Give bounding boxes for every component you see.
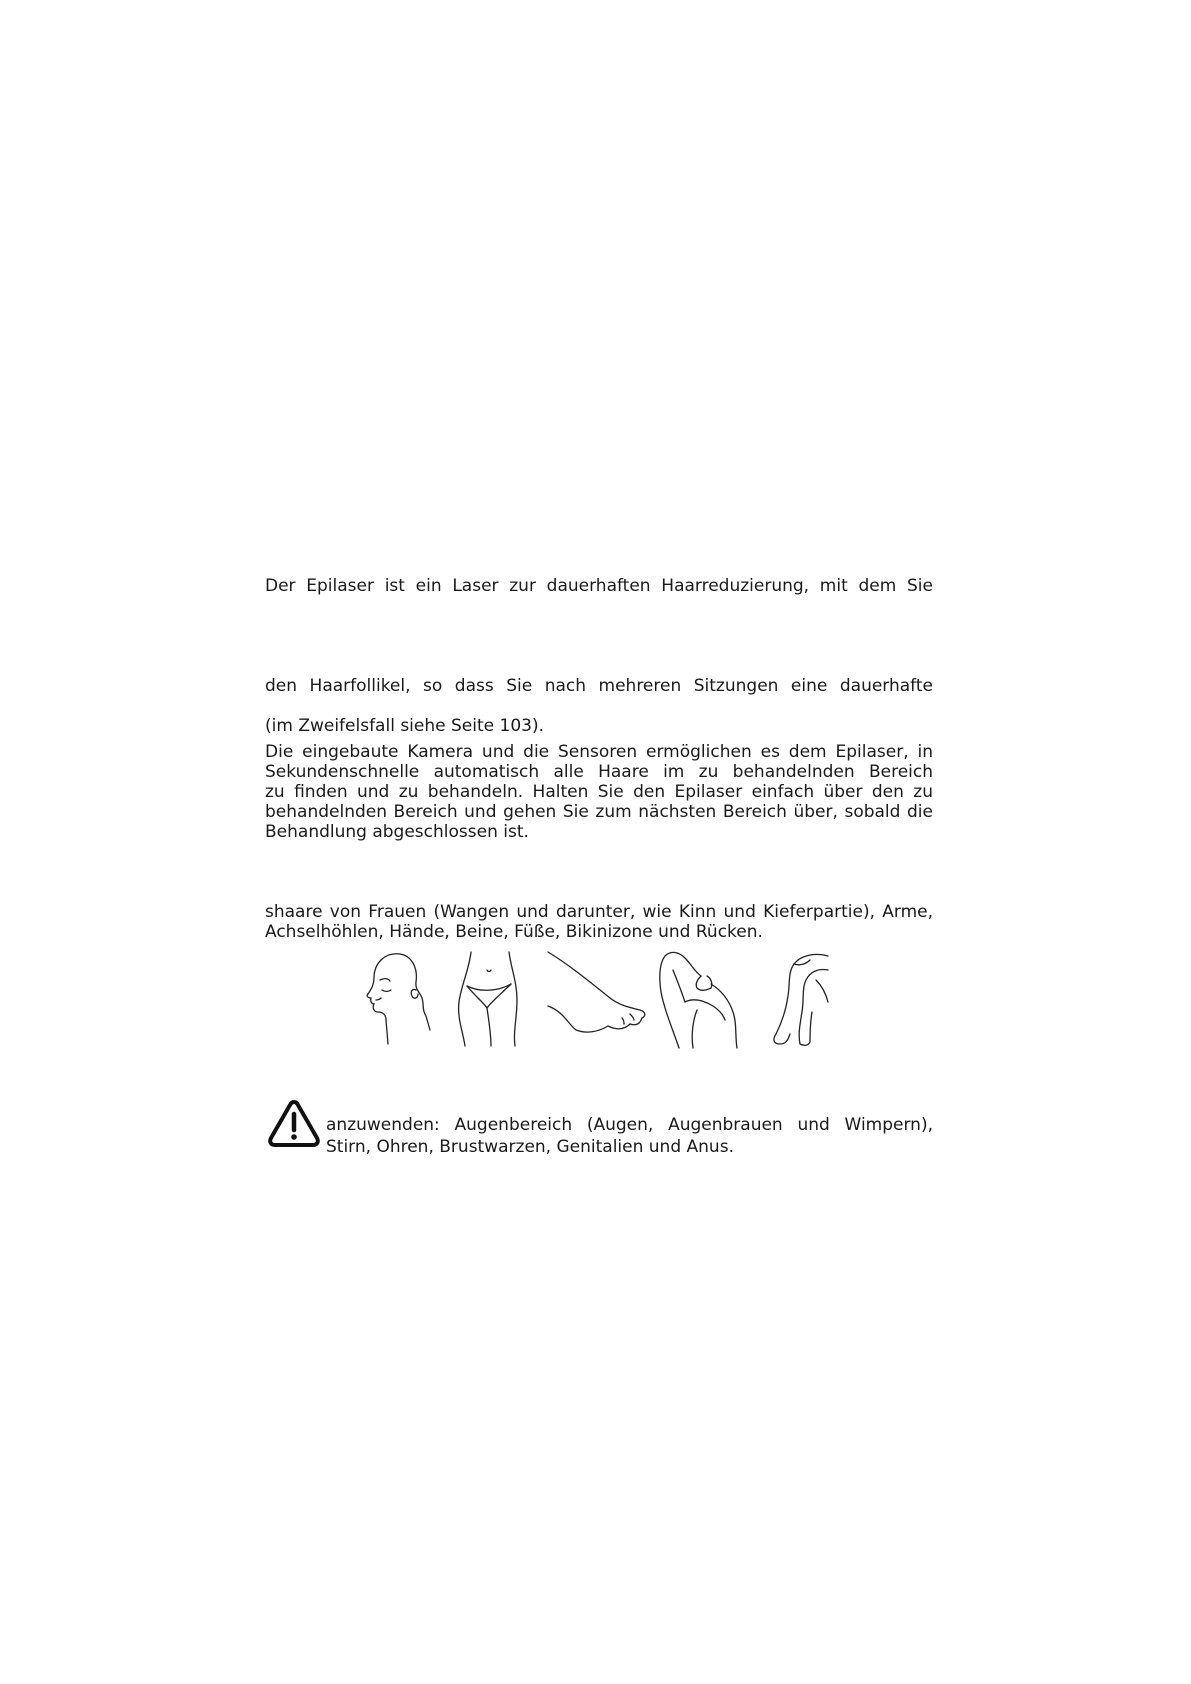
paragraph2 bbox=[265, 742, 933, 842]
paragraph2-line: behandelnden Bereich und gehen Sie zum nächsten Bereich über, sobald die bbox=[265, 802, 933, 822]
face-icon bbox=[360, 950, 432, 1046]
warning-line: anzuwenden: Augenbereich (Augen, Augenbrauen und Wimpern), bbox=[326, 1115, 933, 1135]
warning-text bbox=[326, 1114, 933, 1158]
bikini-icon bbox=[457, 950, 521, 1048]
underarm-icon bbox=[657, 950, 747, 1050]
paragraph3 bbox=[265, 902, 933, 942]
foot-icon bbox=[544, 950, 648, 1040]
paragraph2-line: Sekundenschnelle automatisch alle Haare im zu behandelnden Bereich bbox=[265, 762, 933, 782]
warning-line: Stirn, Ohren, Brustwarzen, Genitalien und Anus. bbox=[326, 1137, 734, 1157]
paragraph1-line3: (im Zweifelsfall siehe Seite 103). bbox=[265, 716, 544, 736]
paragraph2-line: Behandlung abgeschlossen ist. bbox=[265, 822, 529, 842]
paragraph3-line: shaare von Frauen (Wangen und darunter, wie Kinn und Kieferpartie), Arme, bbox=[265, 902, 933, 922]
paragraph2-line: Die eingebaute Kamera und die Sensoren ermöglichen es dem Epilaser, in bbox=[265, 742, 933, 762]
paragraph1-line2: den Haarfollikel, so dass Sie nach mehreren Sitzungen eine dauerhafte bbox=[265, 676, 933, 696]
paragraph3-line: Achselhöhlen, Hände, Beine, Füße, Bikinizone und Rücken. bbox=[265, 922, 763, 942]
body-area-illustrations bbox=[352, 950, 832, 1050]
paragraph1-line1: Der Epilaser ist ein Laser zur dauerhaften Haarreduzierung, mit dem Sie bbox=[265, 576, 933, 596]
paragraph2-line: zu finden und zu behandeln. Halten Sie den Epilaser einfach über den zu bbox=[265, 782, 933, 802]
warning-icon bbox=[267, 1098, 321, 1148]
legs-icon bbox=[770, 950, 832, 1050]
